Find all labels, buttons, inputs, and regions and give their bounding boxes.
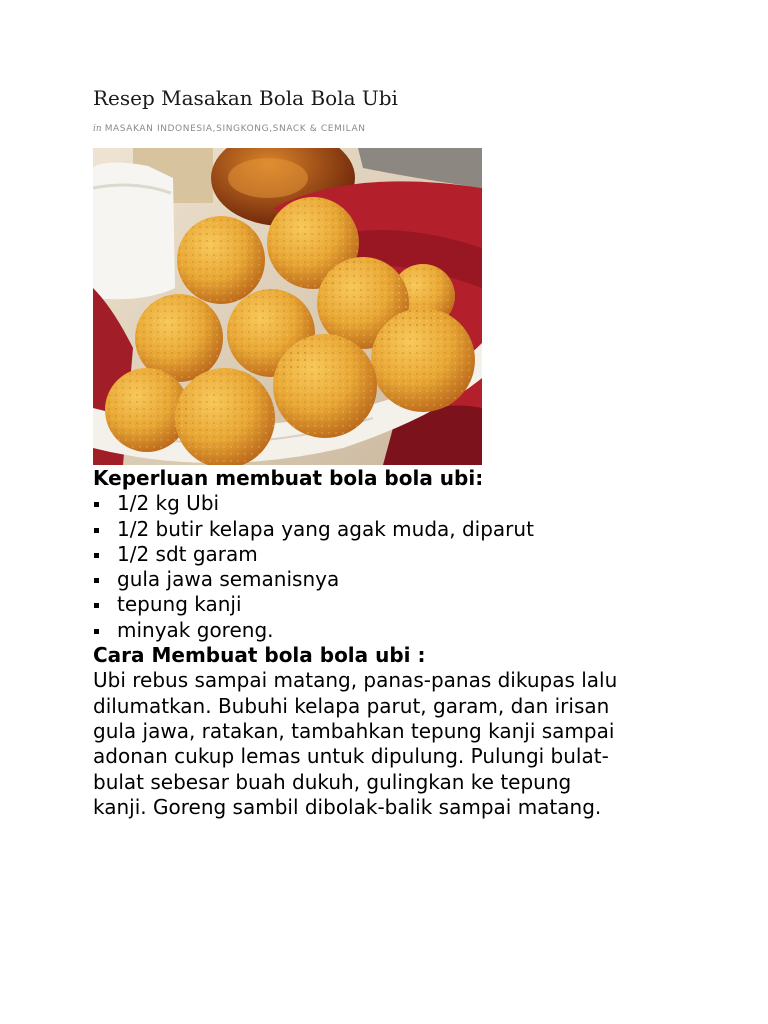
- method-text: [93, 668, 713, 820]
- bullet-icon: [94, 629, 99, 634]
- bullet-icon: [94, 553, 99, 558]
- bullet-icon: [94, 502, 99, 507]
- ingredient-item: minyak goreng.: [93, 618, 713, 643]
- meta-prefix: in: [93, 124, 102, 134]
- method-line: bulat sebesar buah dukuh, gulingkan ke tepung: [93, 769, 572, 794]
- method-line: dilumatkan. Bubuhi kelapa parut, garam, dan irisan: [93, 693, 610, 718]
- ingredient-item: tepung kanji: [93, 592, 713, 617]
- bullet-icon: [94, 578, 99, 583]
- method-line: Ubi rebus sampai matang, panas-panas dikupas lalu: [93, 668, 618, 693]
- ingredient-item: 1/2 kg Ubi: [93, 491, 713, 516]
- bullet-icon: [94, 528, 99, 533]
- ingredient-item: 1/2 sdt garam: [93, 542, 713, 567]
- recipe-body: [93, 466, 713, 820]
- food-photo: [93, 148, 482, 465]
- method-heading: Cara Membuat bola bola ubi :: [93, 643, 426, 668]
- bullet-icon: [94, 603, 99, 608]
- ingredient-item: gula jawa semanisnya: [93, 567, 713, 592]
- photo-milk-glass: [93, 162, 175, 299]
- category-links[interactable]: MASAKAN INDONESIA,SINGKONG,SNACK & CEMILAN: [104, 124, 366, 134]
- category-meta: [93, 124, 366, 134]
- ingredient-item: 1/2 butir kelapa yang agak muda, diparut: [93, 517, 713, 542]
- article-title: Resep Masakan Bola Bola Ubi: [93, 86, 398, 110]
- ingredients-list: [93, 491, 713, 643]
- method-line: kanji. Goreng sambil dibolak-balik sampai matang.: [93, 794, 602, 819]
- method-line: adonan cukup lemas untuk dipulung. Pulungi bulat-: [93, 744, 609, 769]
- method-line: gula jawa, ratakan, tambahkan tepung kanji sampai: [93, 718, 615, 743]
- ingredients-heading: Keperluan membuat bola bola ubi:: [93, 466, 484, 490]
